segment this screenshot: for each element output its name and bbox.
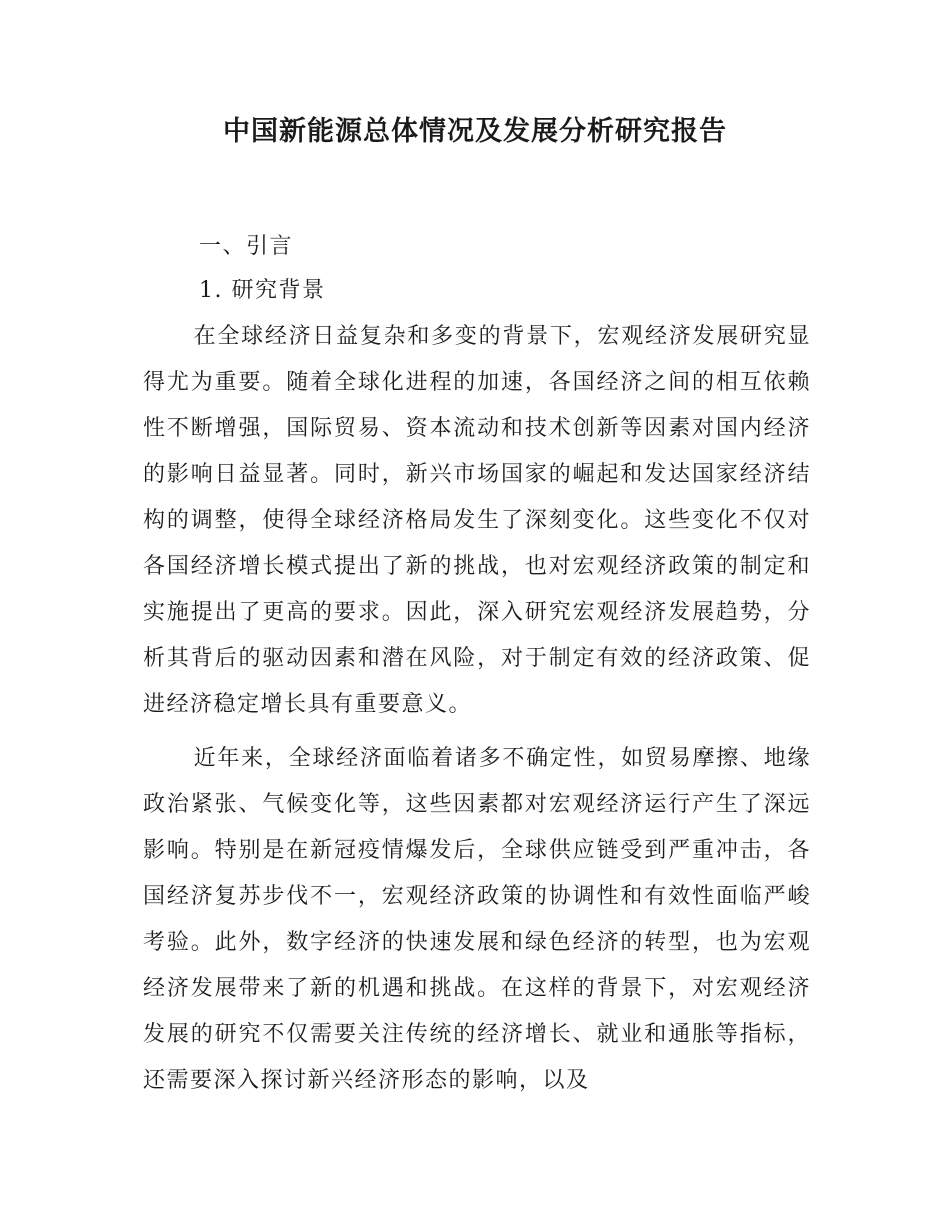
paragraph-2: 近年来，全球经济面临着诸多不确定性，如贸易摩擦、地缘政治紧张、气候变化等，这些因素都对宏观经济运行产生了深远影响。特别是在新冠疫情爆发后，全球供应链受到严重冲击，各国经济复苏步伐不一，宏观经济政策的协调性和有效性面临严峻考验。此外，数字经济的快速发展和绿色经济的转型，也为宏观经济发展带来了新的机遇和挑战。在这样的背景下，对宏观经济发展的研究不仅需要关注传统的经济增长、就业和通胀等指标，还需要深入探讨新兴经济形态的影响，以及 — [143, 746, 811, 1093]
document-body — [143, 226, 811, 1112]
subsection-heading-research-background: 1. 研究背景 — [199, 278, 326, 303]
section-heading-introduction: 一、引言 — [199, 234, 294, 259]
paragraph-1: 在全球经济日益复杂和多变的背景下，宏观经济发展研究显得尤为重要。随着全球化进程的加速，各国经济之间的相互依赖性不断增强，国际贸易、资本流动和技术创新等因素对国内经济的影响日益显著。同时，新兴市场国家的崛起和发达国家经济结构的调整，使得全球经济格局发生了深刻变化。这些变化不仅对各国经济增长模式提出了新的挑战，也对宏观经济政策的制定和实施提出了更高的要求。因此，深入研究宏观经济发展趋势，分析其背后的驱动因素和潜在风险，对于制定有效的经济政策、促进经济稳定增长具有重要意义。 — [143, 324, 811, 717]
document-title: 中国新能源总体情况及发展分析研究报告 — [223, 116, 727, 147]
